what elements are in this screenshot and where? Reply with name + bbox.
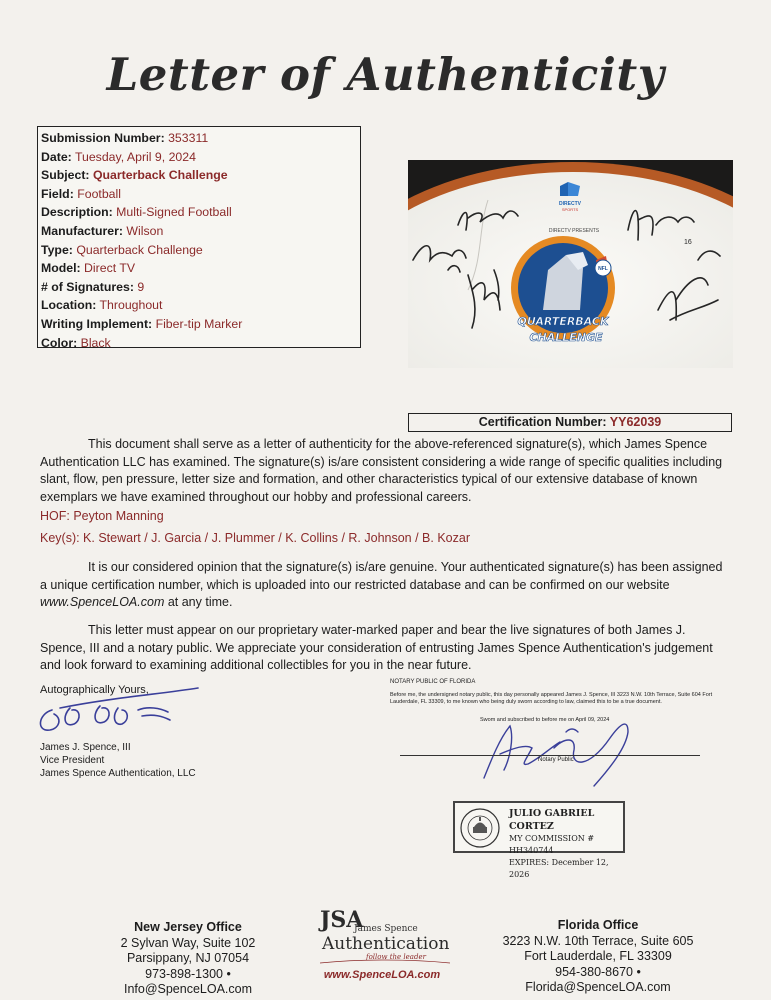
football-illustration — [408, 160, 733, 368]
info-label: Model: — [41, 261, 81, 276]
paragraph-watermark — [40, 622, 730, 675]
info-row — [41, 203, 360, 222]
quarterback-challenge-badge — [511, 236, 615, 344]
jsa-logo — [300, 903, 465, 993]
fl-office-title: Florida Office — [557, 918, 639, 932]
notary-name: JULIO GABRIEL CORTEZ — [509, 808, 595, 832]
info-row — [41, 296, 360, 315]
website-link[interactable]: www.SpenceLOA.com — [40, 595, 165, 609]
info-value: Quarterback Challenge — [76, 242, 203, 257]
directv-sports-text: SPORTS — [561, 207, 579, 212]
info-value: 353311 — [168, 131, 209, 145]
jsa-letters: JSA — [320, 907, 364, 933]
info-value: Fiber-tip Marker — [155, 316, 243, 331]
info-value: Throughout — [99, 298, 163, 313]
info-label: Manufacturer: — [41, 223, 123, 238]
info-value: Wilson — [126, 223, 164, 238]
signer-role: Vice President — [40, 755, 105, 766]
notary-title: NOTARY PUBLIC OF FLORIDA — [390, 679, 476, 685]
jsa-company-main: Authentication — [322, 934, 450, 954]
paragraph-authenticity — [40, 436, 730, 506]
state-seal — [459, 807, 501, 854]
state-seal-svg — [459, 807, 501, 849]
notary-signature-svg — [470, 708, 640, 788]
info-value: Multi-Signed Football — [116, 205, 232, 220]
signer-block — [40, 741, 196, 780]
certification-box — [408, 413, 732, 432]
certification-label: Certification Number: — [478, 415, 607, 429]
item-photo — [408, 160, 733, 368]
info-value: Quarterback Challenge — [92, 168, 228, 183]
info-row — [41, 185, 360, 204]
info-row — [41, 278, 360, 297]
info-label: Type: — [41, 242, 73, 257]
notary-signature — [470, 708, 640, 793]
info-row — [41, 129, 360, 148]
fl-office-contact[interactable]: 954-380-8670 • Florida@SpenceLOA.com — [525, 964, 671, 994]
certification-number: YY62039 — [609, 415, 662, 429]
notary-block — [390, 679, 720, 706]
keys-line: Key(s): K. Stewart / J. Garcia / J. Plummer / K. Collins / R. Johnson / B. Kozar — [40, 531, 470, 545]
signer-name: James J. Spence, III — [40, 742, 131, 753]
info-label: Date: — [41, 149, 72, 164]
info-row — [41, 259, 360, 278]
notary-expires: EXPIRES: December 12, 2026 — [509, 858, 609, 879]
hof-line: HOF: Peyton Manning — [40, 509, 164, 523]
fl-office — [488, 918, 708, 996]
jsa-company-top: James Spence — [354, 924, 418, 934]
directv-text: DIRECTV — [559, 201, 581, 207]
page-title: Letter of Authenticity — [106, 48, 665, 101]
stamp-text — [509, 807, 623, 881]
jsa-logo-svg — [300, 903, 465, 993]
jsa-website[interactable]: www.SpenceLOA.com — [323, 969, 441, 981]
info-value: 9 — [137, 279, 145, 294]
info-label: Field: — [41, 186, 74, 201]
event-line-2: CHALLENGE — [529, 331, 603, 344]
info-label: Writing Implement: — [41, 316, 153, 331]
paragraph-opinion — [40, 559, 730, 612]
paragraph-1-text: This document shall serve as a letter of authenticity for the above-referenced signature(s), which James Spence Authentication LLC has examined. The signature(s) is/are consistent considering a wide range of specific qualities including slant, flow, pen pressure, letter size and formation, and other characteristics typical of our extensive database of known exemplars we have examined throughout our hobby and professional careers. — [40, 437, 723, 504]
signer-company: James Spence Authentication, LLC — [40, 768, 196, 779]
notary-public-label: Notary Public — [538, 757, 574, 763]
event-line-1: QUARTERBACK — [517, 315, 609, 328]
notary-commission: MY COMMISSION # HH340744 — [509, 834, 595, 855]
notary-stamp — [453, 801, 625, 879]
paragraph-2-text: It is our considered opinion that the signature(s) is/are genuine. Your authenticated signature(s) has been assigned a unique certification number, which is uploaded into our restricted database and can be confirmed on our website — [40, 560, 723, 592]
info-row — [41, 315, 360, 334]
jersey-number: 16 — [684, 239, 692, 246]
nj-office-address-1: 2 Sylvan Way, Suite 102 — [120, 935, 256, 950]
info-label: Subject: — [41, 168, 90, 183]
nj-office — [88, 920, 288, 998]
paragraph-3-text: This letter must appear on our proprietary water-marked paper and bear the live signatures of both James J. Spence, III and a notary public. We appreciate your consideration of entrusting James Spence Authentication's judgement and look forward to examining additional collectibles for you in the near future. — [40, 623, 713, 672]
info-label: Description: — [41, 205, 113, 220]
info-row — [41, 222, 360, 241]
info-value: Direct TV — [84, 261, 136, 276]
info-label: Location: — [41, 298, 97, 313]
fl-office-address-1: 3223 N.W. 10th Terrace, Suite 605 — [502, 933, 694, 948]
nj-office-title: New Jersey Office — [134, 920, 242, 934]
info-row — [41, 241, 360, 260]
nj-office-contact[interactable]: 973-898-1300 • Info@SpenceLOA.com — [123, 966, 253, 996]
presents-text: DIRECTV PRESENTS — [548, 228, 600, 234]
info-value: Black — [80, 335, 111, 350]
info-row — [41, 334, 360, 353]
notary-sworn: Swom and subscribed to before me on April 09, 2024 — [480, 717, 610, 723]
paragraph-2-tail: at any time. — [164, 595, 233, 609]
notary-signature-line — [400, 755, 700, 756]
info-row — [41, 148, 360, 167]
submission-info-box — [37, 126, 361, 348]
jsa-tagline: follow the leader — [366, 953, 426, 961]
spence-signature — [30, 680, 210, 745]
closing-text: Autographically Yours, — [40, 684, 149, 696]
info-label: # of Signatures: — [41, 279, 134, 294]
info-label: Color: — [41, 335, 78, 350]
nj-office-address-2: Parsippany, NJ 07054 — [126, 951, 250, 965]
info-value: Football — [77, 186, 121, 201]
info-value: Tuesday, April 9, 2024 — [74, 149, 196, 164]
nfl-text: NFL — [598, 266, 608, 272]
info-label: Submission Number: — [41, 131, 165, 145]
spence-signature-svg — [30, 680, 210, 740]
info-row — [41, 166, 360, 185]
notary-text: Before me, the undersigned notary public, this day personally appeared James J. Spence, III 3223 N.W. 10th Terrace, Suite 604 Fort Lauderdale, FL 33309, to me known who being duly sworn according to law, claimed this to be a true document. — [390, 692, 713, 705]
fl-office-address-2: Fort Lauderdale, FL 33309 — [524, 949, 672, 963]
